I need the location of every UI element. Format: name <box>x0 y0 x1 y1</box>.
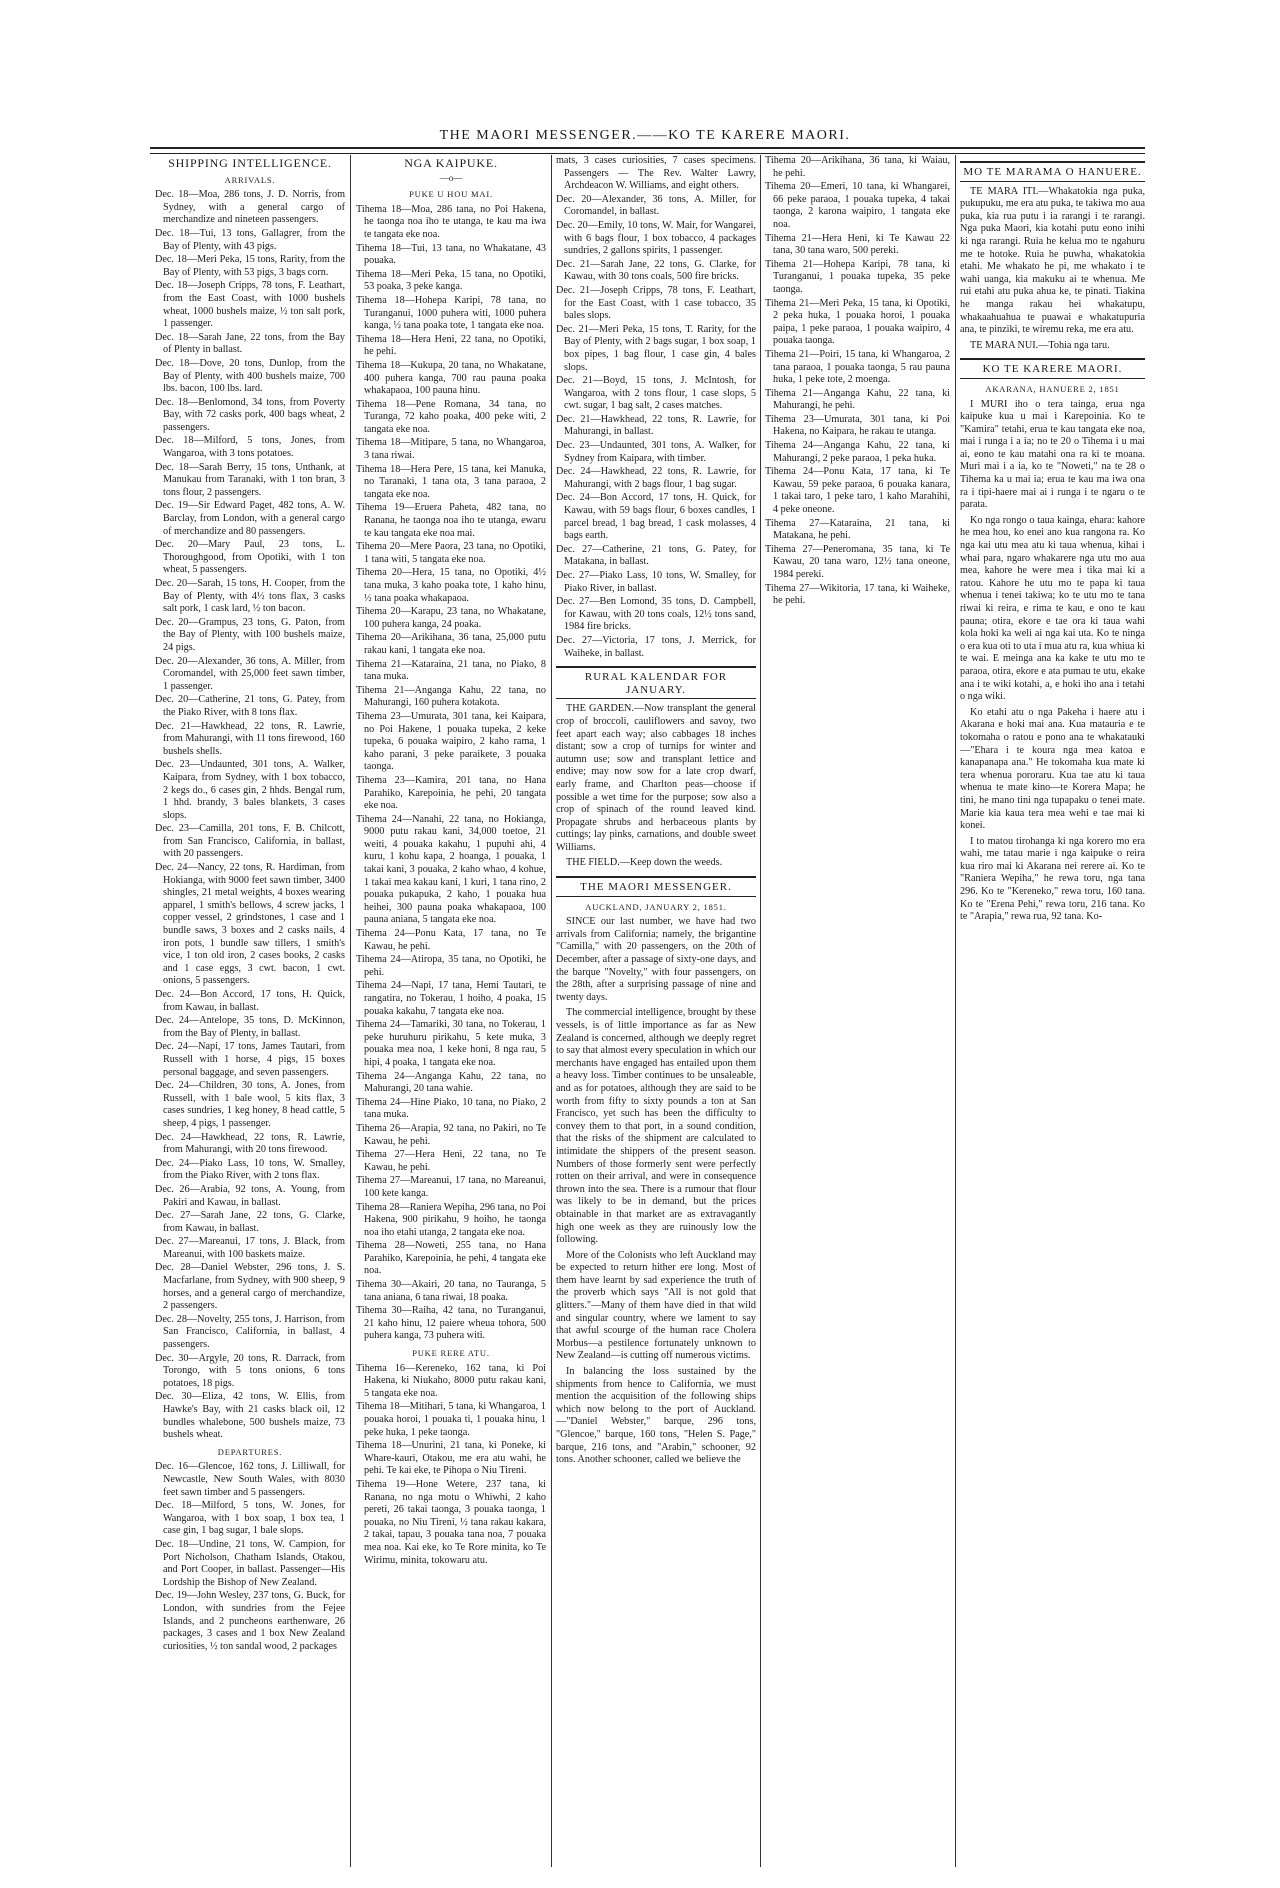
arrival-entry-maori: Tihema 18—Hera Pere, 15 tana, kei Manuka, no Taranaki, 1 tana ota, 3 tana paraoa, 2 tangata eke noa. <box>356 463 546 500</box>
arrival-entry: Dec. 30—Eliza, 42 tons, W. Ellis, from Hawke's Bay, with 21 casks black oil, 12 bundles whalebone, 500 bushels maize, 73 bushels wheat. <box>155 1391 345 1441</box>
arrivals-maori-list <box>356 204 546 1343</box>
arrival-entry-maori: Tihema 23—Kamira, 201 tana, no Hana Parahiko, Karepoinia, he pehi, 20 tangata eke noa. <box>356 774 546 812</box>
column-shipping-intelligence <box>155 155 345 1867</box>
arrival-entry-maori: Tihema 28—Raniera Wepiha, 296 tana, no Poi Hakena, 900 pirikahu, 9 hoiho, he taonga noa iho etahi utanga, 2 tangata eke noa. <box>356 1201 546 1238</box>
departure-entry-maori: Tihema 21—Hohepa Karipi, 78 tana, ki Turanganui, 1 pouaka tupeka, 35 peke taonga. <box>765 258 950 295</box>
editorial-paragraph: The commercial intelligence, brought by these vessels, is of little importance as far as New Zealand is concerned, although we deeply regret to say that almost every speculation in which our merchants have engaged has entailed upon them a heavy loss. Timber continues to be unsaleable, and as for potatoes, although they are said to be worth from fifty to sixty pounds a ton at San Francisco, yet such has been the difficulty to convey them to that port, in a sound condition, that the risks of the shipment are calculated to intimidate the shippers of the present season. Numbers of those formerly sent were perfectly rotten on their arrival, and were in consequence thrown into the sea. There is a rumour that flour was likely to be in demand, but the prices obtainable in that market are as extravagantly high one week as they are ruinously low the following. <box>556 1007 756 1246</box>
arrival-entry-maori: Tihema 18—Kukupa, 20 tana, no Whakatane, 400 puhera kanga, 700 rau pauna poaka whakapaoa, 100 pauna hinu. <box>356 359 546 397</box>
arrival-entry: Dec. 18—Benlomond, 34 tons, from Poverty Bay, with 72 casks pork, 400 bags wheat, 2 passengers. <box>155 396 345 433</box>
departure-entry: Dec. 23—Undaunted, 301 tons, A. Walker, for Sydney from Kaipara, with timber. <box>556 440 756 464</box>
section-heading: SHIPPING INTELLIGENCE. <box>168 156 332 170</box>
arrival-entry-maori: Tihema 24—Hine Piako, 10 tana, no Piako, 2 tana muka. <box>356 1096 546 1121</box>
departure-entry: Dec. 21—Meri Peka, 15 tons, T. Rarity, for the Bay of Plenty, with 2 bags sugar, 1 box soap, 1 box pipes, 1 bag flour, 1 case gin, 4 bales slops. <box>556 323 756 373</box>
arrival-entry: Dec. 24—Nancy, 22 tons, R. Hardiman, from Hokianga, with 9000 feet sawn timber, 3400 shingles, 21 metal weights, 4 boxes wearing apparel, 1 smith's bellows, 4 screw jacks, 1 copper vessel, 2 grindstones, 1 case and 1 bundle saws, 3 boxes and 2 casks nails, 4 iron pots, 1 bundle saw tillers, 1 smith's vice, 1 ton old iron, 2 cases books, 2 casks and 1 case eggs, 3 cwt. bacon, 1 cwt. onions, 5 passengers. <box>155 862 345 987</box>
editorial-paragraph-maori: Ko etahi atu o nga Pakeha i haere atu i Akarana e hoki mai ana. Kua matauria e te tokomaha o ratou e pono ana te whakatauki—"Ehara i te koura nga mea katoa e kanapanapa ana." He tokomaha kua mate ki tera whenua pororaru. Kua tae atu ki taua whenua te mate kino—te Korera Mapa; he tini, he mano tini nga tupapaku o tenei mate. Marie kia kaua tera mea wehi e tae mai ki konei. <box>960 706 1145 832</box>
column-maori-news <box>765 155 950 1867</box>
arrival-entry: Dec. 20—Catherine, 21 tons, G. Patey, from the Piako River, with 8 tons flax. <box>155 694 345 718</box>
arrival-entry-maori: Tihema 20—Hera, 15 tana, no Opotiki, 4½ tana muka, 3 kaho poaka tote, 1 kaho hinu, ½ tana poaka whakapaoa. <box>356 567 546 604</box>
arrival-entry-maori: Tihema 26—Arapia, 92 tana, no Pakiri, no Te Kawau, he pehi. <box>356 1122 546 1147</box>
arrival-entry: Dec. 20—Mary Paul, 23 tons, L. Thoroughgood, from Opotiki, with 1 ton wheat, 5 passengers. <box>155 539 345 576</box>
arrival-entry: Dec. 28—Daniel Webster, 296 tons, J. S. Macfarlane, from Sydney, with 900 sheep, 9 horses, and a general cargo of merchandize, 2 passengers. <box>155 1262 345 1312</box>
arrival-entry: Dec. 27—Mareanui, 17 tons, J. Black, from Mareanui, with 100 baskets maize. <box>155 1236 345 1260</box>
arrival-entry: Dec. 24—Antelope, 35 tons, D. McKinnon, from the Bay of Plenty, in ballast. <box>155 1015 345 1039</box>
arrival-entry-maori: Tihema 24—Atiropa, 35 tana, no Opotiki, he pehi. <box>356 954 546 978</box>
arrival-entry-maori: Tihema 20—Karapu, 23 tana, no Whakatane, 100 puhera kanga, 24 poaka. <box>356 606 546 630</box>
departure-entry: Dec. 27—Piako Lass, 10 tons, W. Smalley, for Piako River, in ballast. <box>556 570 756 594</box>
arrival-entry: Dec. 23—Undaunted, 301 tons, A. Walker, Kaipara, from Sydney, with 1 box tobacco, 2 kegs do., 6 cases gin, 2 hhds. Bengal rum, 1 hhd. brandy, 3 bales blankets, 3 cases slops. <box>155 759 345 821</box>
departure-entry-maori: Tihema 21—Anganga Kahu, 22 tana, ki Mahurangi, he pehi. <box>765 387 950 412</box>
editorial-paragraph: SINCE our last number, we have had two arrivals from California; namely, the brigantine "Camilla," with 20 passengers, on the 20th of December, after a passage of sixty-one days, and the barque "Novelty," with four passengers, on the 28th, after a surprising passage of nine and twenty days. <box>556 916 756 1003</box>
arrival-entry-maori: Tihema 28—Noweti, 255 tana, no Hana Parahiko, Karepoinia, he pehi, 4 tangata eke noa. <box>356 1240 546 1277</box>
arrival-entry-maori: Tihema 18—Meri Peka, 15 tana, no Opotiki, 53 poaka, 3 peke kanga. <box>356 268 546 293</box>
arrival-entry-maori: Tihema 18—Tui, 13 tana, no Whakatane, 43 pouaka. <box>356 242 546 267</box>
departure-entry-maori: Tihema 20—Emeri, 10 tana, ki Whangarei, 66 peke paraoa, 1 pouaka tupeka, 4 takai taonga, 2 karona waipiro, 1 tangata eke noa. <box>765 181 950 230</box>
departure-entry: Dec. 16—Glencoe, 162 tons, J. Lilliwall, for Newcastle, New South Wales, with 8030 feet sawn timber and 5 passengers. <box>155 1461 345 1498</box>
arrival-entry: Dec. 24—Children, 30 tons, A. Jones, from Russell, with 1 bale wool, 5 kits flax, 3 cases sundries, 1 keg honey, 8 head cattle, 5 sheep, 4 pigs, 1 passenger. <box>155 1080 345 1129</box>
departure-entry: Dec. 21—Hawkhead, 22 tons, R. Lawrie, for Mahurangi, in ballast. <box>556 413 756 438</box>
departure-entry-maori: Tihema 27—Peneromana, 35 tana, ki Te Kawau, 20 tana waro, 12½ tana oneone, 1984 pereki. <box>765 543 950 580</box>
arrival-entry: Dec. 18—Sarah Berry, 15 tons, Unthank, at Manukau from Taranaki, with 1 ton bran, 3 tons flour, 2 passengers. <box>155 461 345 498</box>
arrivals-list <box>155 189 345 1442</box>
arrival-entry-maori: Tihema 20—Mere Paora, 23 tana, no Opotiki, 1 tana witi, 5 tangata eke noa. <box>356 541 546 565</box>
arrival-entry-maori: Tihema 30—Akairi, 20 tana, no Tauranga, 5 tana aniana, 6 tana riwai, 18 poaka. <box>356 1279 546 1303</box>
arrival-entry: Dec. 24—Hawkhead, 22 tons, R. Lawrie, from Mahurangi, with 20 tons firewood. <box>155 1131 345 1156</box>
arrival-entry: Dec. 23—Camilla, 201 tons, F. B. Chilcott, from San Francisco, California, in ballast, with 20 passengers. <box>155 823 345 860</box>
column-maori-news-continued <box>960 155 1145 1867</box>
editorial-text <box>556 916 756 1467</box>
departure-entry: Dec. 21—Boyd, 15 tons, J. McIntosh, for Wangaroa, with 2 tons flour, 1 case slops, 5 cwt. sugar, 1 bag salt, 2 cases matches. <box>556 375 756 412</box>
arrival-entry-maori: Tihema 18—Moa, 286 tana, no Poi Hakena, he taonga noa iho te utanga, te kau ma iwa te tangata eke noa. <box>356 203 546 240</box>
messenger-heading: THE MAORI MESSENGER. <box>556 876 756 897</box>
departure-entry: Dec. 20—Emily, 10 tons, W. Mair, for Wangarei, with 6 bags flour, 1 box tobacco, 4 packages sundries, 2 gallons spirits, 1 passenger. <box>556 219 756 257</box>
arrival-entry: Dec. 18—Tui, 13 tons, Gallagrer, from the Bay of Plenty, with 43 pigs. <box>155 227 345 252</box>
arrival-entry: Dec. 20—Grampus, 23 tons, G. Paton, from the Bay of Plenty, with 100 bushels maize, 24 pigs. <box>155 616 345 653</box>
arrival-entry: Dec. 19—Sir Edward Paget, 482 tons, A. W. Barclay, from London, with a general cargo of merchandize and 80 passengers. <box>155 500 345 537</box>
arrival-entry: Dec. 18—Moa, 286 tons, J. D. Norris, from Sydney, with a general cargo of merchandize and nineteen passengers. <box>155 189 345 226</box>
departure-entry: Dec. 24—Hawkhead, 22 tons, R. Lawrie, for Mahurangi, with 2 bags flour, 1 bag sugar. <box>556 466 756 490</box>
arrival-entry: Dec. 30—Argyle, 20 tons, R. Darrack, from Torongo, with 5 tons onions, 6 tons potatoes, 18 pigs. <box>155 1352 345 1389</box>
arrival-entry-maori: Tihema 20—Arikihana, 36 tana, 25,000 putu rakau kani, 1 tangata eke noa. <box>356 632 546 656</box>
marama-heading: MO TE MARAMA O HANUERE. <box>960 161 1145 182</box>
arrival-entry: Dec. 18—Dove, 20 tons, Dunlop, from the Bay of Plenty, with 400 bushels maize, 700 lbs. bacon, 100 lbs. lard. <box>155 357 345 395</box>
departure-entry: Dec. 24—Bon Accord, 17 tons, H. Quick, for Kawau, with 59 bags flour, 6 boxes candles, 1 parcel bread, 1 bag bread, 1 cask molasses, 4 bags earth. <box>556 492 756 542</box>
puke-u-hou-mai-label: PUKE U HOU MAI. <box>409 189 493 200</box>
arrival-entry: Dec. 18—Sarah Jane, 22 tons, from the Bay of Plenty in ballast. <box>155 331 345 356</box>
departures-list <box>155 1461 345 1653</box>
departure-entry: Dec. 18—Undine, 21 tons, W. Campion, for Port Nicholson, Chatham Islands, Otakou, and Port Cooper, in ballast. Passenger—His Lordship the Bishop of New Zealand. <box>155 1538 345 1588</box>
puke-rere-atu-label: PUKE RERE ATU. <box>412 1348 490 1359</box>
arrival-entry-maori: Tihema 18—Pene Romana, 34 tana, no Turanga, 72 kaho poaka, 400 peke witi, 2 tangata eke noa. <box>356 398 546 435</box>
departure-entry-maori: Tihema 24—Ponu Kata, 17 tana, ki Te Kawau, 59 peke paraoa, 6 pouaka kanara, 1 takai taro, 1 peke taro, 1 kaho Marahihi, 4 peke oneone. <box>765 466 950 516</box>
arrival-entry-maori: Tihema 18—Hera Heni, 22 tana, no Opotiki, he pehi. <box>356 333 546 358</box>
editorial-maori-text <box>960 399 1145 924</box>
rural-garden-text: THE GARDEN.—Now transplant the general crop of broccoli, cauliflowers and savoy, two feet apart each way; also cabbages 18 inches distant; sow a crop of turnips for winter and autumn use; sow and transplant lettice and endive; may now sow for a late crop dwarf, early frame, and Charlton peas—choose if possible a wet time for the purpose; sow also a crop of spinach of the round leaved kind. Propagate shrubs and herbaceous plants by cuttings; lay pinks, carnations, and double sweet Williams. <box>556 703 756 853</box>
departure-entry: Dec. 27—Catherine, 21 tons, G. Patey, for Matakana, in ballast. <box>556 543 756 568</box>
masthead-rule <box>150 147 1145 154</box>
arrival-entry: Dec. 24—Bon Accord, 17 tons, H. Quick, from Kawau, in ballast. <box>155 989 345 1013</box>
departure-entry-maori: Tihema 18—Unurini, 21 tana, ki Poneke, ki Whare-kauri, Otakou, me era atu wahi, he pehi. Te kai eke, te Pihopa o Niu Tireni. <box>356 1440 546 1477</box>
departure-entry-maori: Tihema 16—Kereneko, 162 tana, ki Poi Hakena, ki Niukaho, 8000 putu rakau kani, 5 tangata eke noa. <box>356 1362 546 1399</box>
rural-kalendar-heading: RURAL KALENDAR FOR JANUARY. <box>556 666 756 699</box>
arrival-entry-maori: Tihema 24—Nanahi, 22 tana, no Hokianga, 9000 putu rakau kani, 34,000 toetoe, 21 weiti, 4 pouaka kakahu, 1 pupuhi ahi, 4 kuru, 1 kohu kapa, 2 hoanga, 1 pouaka, 1 takai kani, 3 pouaka, 2 kaho whao, 4 kohue, 1 takai mea kakau kani, 1 kuri, 1 tana rino, 2 pouaka pukapuka, 2 kaho, 1 pouaka hua heihei, 300 pauna poaka whakapaoa, 100 pauna aniana, 5 tangata eke noa. <box>356 813 546 926</box>
ornament-dash: —o— <box>439 172 463 183</box>
departure-entry-maori: Tihema 21—Poiri, 15 tana, ki Whangaroa, 2 tana paraoa, 1 pouaka taonga, 5 rau pauna huka, 1 peke tote, 2 moenga. <box>765 348 950 386</box>
arrival-entry-maori: Tihema 18—Mitipare, 5 tana, no Whangaroa, 3 tana riwai. <box>356 437 546 462</box>
departure-entry: Dec. 21—Joseph Cripps, 78 tons, F. Leathart, for the East Coast, with 1 case tobacco, 35 bales slops. <box>556 284 756 322</box>
departure-entry-maori: Tihema 20—Arikihana, 36 tana, ki Waiau, he pehi. <box>765 155 950 179</box>
arrival-entry-maori: Tihema 23—Umurata, 301 tana, kei Kaipara, no Poi Hakene, 1 pouaka tupeka, 2 keke tupeka, 6 pouaka waipiro, 2 kaho rama, 1 kaho parani, 3 peke paraikete, 3 pouaka taonga. <box>356 710 546 773</box>
column-rule <box>955 155 956 1867</box>
departure-entry: Dec. 18—Milford, 5 tons, W. Jones, for Wangaroa, with 1 box soap, 1 box tea, 1 case gin, 1 bag sugar, 1 bale slops. <box>155 1500 345 1537</box>
arrival-entry: Dec. 20—Alexander, 36 tons, A. Miller, from Coromandel, with 25,000 feet sawn timber, 1 passenger. <box>155 655 345 692</box>
departure-entry-maori: Tihema 21—Meri Peka, 15 tana, ki Opotiki, 2 peka huka, 1 pouaka horoi, 1 pouaka paipa, 1 peke paraoa, 1 pouaka waipiro, 4 pouaka taonga. <box>765 297 950 347</box>
mara-iti-text: TE MARA ITI.—Whakatokia nga puka, pukupuku, me era atu puka, te takiwa mo aua puka, kia rua putu i ia rarangi i te rarangi. Nga puka Maori, kia kotahi putu eono inihi ki nga rarangi. Ruia he kelua mo te ngahuru me te hotoke. Ruia he puwha, whakatokia etahi. Me whakato he pi, me whakato i te wahi uanga, kia makuku ai te whenua. Me rui etahi atu puka ahua ke, te pinati. Tiakina he manga rakau hei whakatupu, whakaahuahua te puawai e whakatupuria ana, te pinziki, te wiremu reka, me era atu. <box>960 185 1145 336</box>
arrival-entry: Dec. 27—Sarah Jane, 22 tons, G. Clarke, from Kawau, in ballast. <box>155 1210 345 1234</box>
arrival-entry-maori: Tihema 24—Anganga Kahu, 22 tana, no Mahurangi, 20 tana wahie. <box>356 1070 546 1095</box>
arrival-entry: Dec. 24—Piako Lass, 10 tons, W. Smalley, from the Piako River, with 2 tons flax. <box>155 1157 345 1182</box>
departure-entry-maori: Tihema 18—Mitihari, 5 tana, ki Whangaroa, 1 pouaka horoi, 1 pouaka ti, 1 pouaka hinu, 1 peke huka, 1 peke taonga. <box>356 1401 546 1438</box>
column-rule <box>760 155 761 1867</box>
karere-heading: KO TE KARERE MAORI. <box>960 358 1145 379</box>
arrival-entry-maori: Tihema 27—Mareanui, 17 tana, no Mareanui, 100 kete kanga. <box>356 1175 546 1199</box>
arrival-entry: Dec. 26—Arabia, 92 tons, A. Young, from Pakiri and Kawau, in ballast. <box>155 1183 345 1208</box>
editorial-paragraph-maori: Ko nga rongo o taua kainga, ehara: kahore he mea hou, ko enei ano kua rangona ra. Ko nga kai utu mea atu ki taua whenua, kihai i whai para, ngaro whakarere nga utu mo aua mea, kahore he were mea i tika mai ki a ratou. Kahore he utu mo te papa ki taua whenua i tenei takiwa; ko te utu mo te tana riwai ki reira, e rima te kau, e ono te kau pauna; otira, ekore e tae ora ki taua wahi kola hoki ka weli ai nga kai uta. Ko te ninga o era kua oti to uta i mua atu ra, kua whiua ki te wai. E meinga ana ka kake te utu mo te paraoa, otira, ekore e ata pumau te utu, ekake ana i te wiki kotahi, a, e hoki iho ana i tetahi o nga wiki. <box>960 514 1145 703</box>
messenger-dateline: AUCKLAND, JANUARY 2, 1851. <box>585 901 727 912</box>
departure-entry: Dec. 20—Alexander, 36 tons, A. Miller, for Coromandel, in ballast. <box>556 193 756 218</box>
arrival-entry-maori: Tihema 21—Kataraina, 21 tana, no Piako, 8 tana muka. <box>356 658 546 683</box>
arrival-entry: Dec. 20—Sarah, 15 tons, H. Cooper, from the Bay of Plenty, with 4½ tons flax, 3 casks salt pork, 1 cask lard, ½ ton bacon. <box>155 578 345 615</box>
arrival-entry: Dec. 21—Hawkhead, 22 tons, R. Lawrie, from Mahurangi, with 11 tons firewood, 160 bushels shells. <box>155 720 345 757</box>
arrivals-label: ARRIVALS. <box>224 174 276 185</box>
arrival-entry-maori: Tihema 24—Tamariki, 30 tana, no Tokerau, 1 peke huruhuru pirikahu, 5 kete muka, 3 pouaka mea noa, 1 keke honi, 8 nga rau, 5 hipi, 4 poaka, 1 tangata eke noa. <box>356 1019 546 1068</box>
column-nga-kaipuke <box>356 155 546 1867</box>
departures-label: DEPARTURES. <box>217 1446 283 1457</box>
departure-entry: Dec. 27—Victoria, 17 tons, J. Merrick, for Waiheke, in ballast. <box>556 634 756 659</box>
departures-continued-list <box>556 155 756 660</box>
arrival-entry-maori: Tihema 30—Raiha, 42 tana, no Turanganui, 21 kaho hinu, 12 paiere wheua tohora, 500 puhera kanga, 73 puhera witi. <box>356 1305 546 1342</box>
arrival-entry-maori: Tihema 18—Hohepa Karipi, 78 tana, no Turanganui, 1000 puhera witi, 1000 puhera kanga, ½ tana poaka tote, 1 tangata eke noa. <box>356 294 546 332</box>
arrival-entry-maori: Tihema 27—Hera Heni, 22 tana, no Te Kawau, he pehi. <box>356 1149 546 1173</box>
editorial-paragraph-maori: I to matou tirohanga ki nga korero mo era wahi, me tatau marie i nga kaipuke o reira kua riro mai ki Akarana nei rerere ai. Ko te "Raniera Wepiha," he rewa toru, nga tana 296. Ko te "Kereneko," rewa toru, 160 tana. Ko te "Erena Pehi," rewa toru, 216 tana. Ko te "Arapia," rewa rua, 92 tana. Ko- <box>960 835 1145 923</box>
masthead-title: THE MAORI MESSENGER.——KO TE KARERE MAORI. <box>439 128 851 143</box>
departure-entry: Dec. 27—Ben Lomond, 35 tons, D. Campbell, for Kawau, with 20 tons coals, 12½ tons sand, 1984 fire bricks. <box>556 596 756 633</box>
editorial-paragraph: In balancing the loss sustained by the shipments from hence to California, we must mention the acquisition of the following ships which now belong to the port of Auckland.—"Daniel Webster," barque, 296 tons, "Glencoe," barque, 160 tons, "Helen S. Page," barque, 216 tons, and "Arabin," schooner, 92 tons. Another schooner, called we believe the <box>556 1366 756 1466</box>
arrival-entry: Dec. 18—Joseph Cripps, 78 tons, F. Leathart, from the East Coast, with 1000 bushels wheat, 1000 bushels maize, ½ ton salt pork, 1 passenger. <box>155 280 345 330</box>
departure-entry-maori: Tihema 27—Kataraina, 21 tana, ki Matakana, he pehi. <box>765 517 950 542</box>
section-heading: NGA KAIPUKE. <box>404 156 498 170</box>
rural-field-text: THE FIELD.—Keep down the weeds. <box>566 857 723 869</box>
editorial-paragraph-maori: I MURI iho o tera tainga, erua nga kaipuke kua u mai i Karepoinia. Ko te "Kamira" tetahi, erua te kau tangata eke noa, mai i runga i a ia; no te 20 o Tihema i u mai ai, eono te kau matahi ona ra ki te moana. Muri mai i a ia, ko te "Noweti," na te 28 o Tihema ka u mai ia; erua te kau ma iwa ona ra i tipi-haere mai ai i runga i te ngaru o te parata. <box>960 398 1145 511</box>
arrival-entry: Dec. 28—Novelty, 255 tons, J. Harrison, from San Francisco, California, in ballast, 4 passengers. <box>155 1313 345 1351</box>
editorial-paragraph: More of the Colonists who left Auckland may be expected to return hither ere long. Most of them have learnt by sad experience the truth of the proverb which says "All is not gold that glitters."—Many of them have died in that wild and singular country, where we lament to say that awful scourge of the human race Cholera Morbus—a pestilence fortunately unknown to New Zealand—is cutting off numerous victims. <box>556 1249 756 1362</box>
column-english-news <box>556 155 756 1867</box>
arrival-entry: Dec. 18—Meri Peka, 15 tons, Rarity, from the Bay of Plenty, with 53 pigs, 3 bags corn. <box>155 254 345 278</box>
departure-entry-maori: Tihema 19—Hone Wetere, 237 tana, ki Ranana, no nga motu o Whiwhi, 2 kaho pereti, 26 takai taonga, 3 pouaka taonga, 1 pouaka, no Niu Tireni, ½ tana rakau kakara, 2 takai, tapau, 3 pouaka tana noa, 7 pouaka mea noa. Kai eke, ko Te Rore minita, ko Te Wirimu, minita, tokowaru atu. <box>356 1478 546 1566</box>
departure-entry: mats, 3 cases curiosities, 7 cases specimens. Passengers — The Rev. Walter Lawry, Archdeacon W. Williams, and eight others. <box>556 155 756 192</box>
departure-entry-maori: Tihema 27—Wikitoria, 17 tana, ki Waiheke, he pehi. <box>765 582 950 607</box>
departure-entry: Dec. 21—Sarah Jane, 22 tons, G. Clarke, for Kawau, with 30 tons coals, 500 fire bricks. <box>556 258 756 283</box>
arrival-entry: Dec. 24—Napi, 17 tons, James Tautari, from Russell with 1 horse, 4 pigs, 15 boxes personal baggage, and seven passengers. <box>155 1041 345 1078</box>
arrival-entry-maori: Tihema 19—Eruera Paheta, 482 tana, no Ranana, he taonga noa iho te utanga, ewaru te kau tangata eke noa mai. <box>356 502 546 539</box>
arrival-entry-maori: Tihema 21—Anganga Kahu, 22 tana, no Mahurangi, 160 puhera kotakota. <box>356 684 546 709</box>
departure-entry-maori: Tihema 23—Umurata, 301 tana, ki Poi Hakena, no Kaipara, he rakau te utanga. <box>765 413 950 438</box>
departures-maori-continued-list <box>765 155 950 608</box>
departures-maori-list <box>356 1363 546 1568</box>
departure-entry-maori: Tihema 21—Hera Heni, ki Te Kawau 22 tana, 30 tana waro, 500 pereki. <box>765 232 950 257</box>
arrival-entry-maori: Tihema 24—Napi, 17 tana, Hemi Tautari, te rangatira, no Tokerau, 1 hoiho, 4 poaka, 15 pouaka kakahu, 7 tangata eke noa. <box>356 980 546 1017</box>
karere-dateline: AKARANA, HANUERE 2, 1851 <box>985 383 1120 394</box>
arrival-entry-maori: Tihema 24—Ponu Kata, 17 tana, no Te Kawau, he pehi. <box>356 928 546 952</box>
mara-nui-text: TE MARA NUI.—Tohia nga taru. <box>970 339 1110 351</box>
arrival-entry: Dec. 18—Milford, 5 tons, Jones, from Wangaroa, with 3 tons potatoes. <box>155 435 345 460</box>
column-rule <box>350 155 351 1867</box>
departure-entry: Dec. 19—John Wesley, 237 tons, G. Buck, for London, with sundries from the Fejee Islands, and 2 puncheons earthenware, 26 packages, 3 cases and 1 box New Zealand curiosities, ½ ton sandal wood, 2 packages <box>155 1590 345 1652</box>
departure-entry-maori: Tihema 24—Anganga Kahu, 22 tana, ki Mahurangi, 2 peke paraoa, 1 peka huka. <box>765 440 950 464</box>
column-rule <box>551 155 552 1867</box>
